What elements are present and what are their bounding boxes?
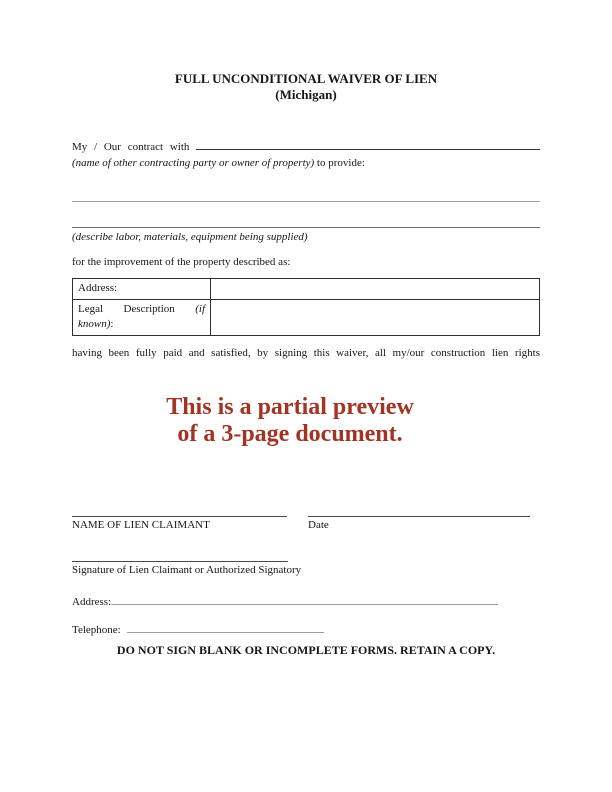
improvement-text: for the improvement of the property described as: [72, 256, 291, 268]
paid-satisfied-text: having been fully paid and satisfied, by signing this waiver, all my/our construction lien rights [72, 347, 540, 359]
contract-hint-tail: to provide: [314, 157, 365, 169]
preview-notice-line2: of a 3-page document. [177, 421, 403, 447]
legal-label-text: Legal Description [78, 303, 196, 315]
footer-warning-text: DO NOT SIGN BLANK OR INCOMPLETE FORMS. RETAIN A COPY. [116, 643, 496, 657]
contract-line [72, 137, 540, 155]
supply-description-blank-1 [72, 201, 540, 202]
property-table [72, 278, 540, 336]
partial-preview-notice [0, 394, 580, 448]
contract-paragraph [72, 137, 540, 171]
supply-description-blank-2 [72, 227, 540, 228]
address-blank [111, 592, 498, 605]
address-label: Address: [72, 596, 112, 608]
date-label: Date [308, 519, 329, 531]
property-legal-value [211, 300, 540, 336]
property-address-label: Address: [73, 279, 211, 300]
telephone-row [72, 620, 324, 636]
form-title: FULL UNCONDITIONAL WAIVER OF LIEN [174, 71, 438, 86]
date-blank [308, 516, 530, 517]
property-legal-row [73, 300, 540, 336]
describe-hint: (describe labor, materials, equipment being supplied) [72, 231, 308, 243]
title-block [0, 71, 612, 102]
legal-label-hint-italic: (if known) [78, 303, 205, 330]
contract-hint-line [72, 155, 540, 171]
address-row [72, 592, 498, 608]
legal-label-colon: : [110, 318, 114, 330]
contract-hint-italic: (name of other contracting party or owner of property) [72, 157, 315, 169]
claimant-name-label: NAME OF LIEN CLAIMANT [72, 519, 210, 531]
property-legal-label [73, 300, 211, 336]
contract-party-blank [196, 137, 540, 150]
property-address-row [73, 279, 540, 300]
signature-label: Signature of Lien Claimant or Authorized Signatory [72, 564, 302, 576]
form-subtitle: (Michigan) [275, 86, 337, 102]
signature-blank [72, 561, 288, 562]
property-address-value [211, 279, 540, 300]
telephone-blank [127, 620, 324, 633]
telephone-label: Telephone: [72, 624, 121, 636]
preview-notice-line1: This is a partial preview [166, 394, 414, 420]
claimant-name-blank [72, 516, 287, 517]
contract-lead-text: My / Our contract with [72, 141, 190, 153]
